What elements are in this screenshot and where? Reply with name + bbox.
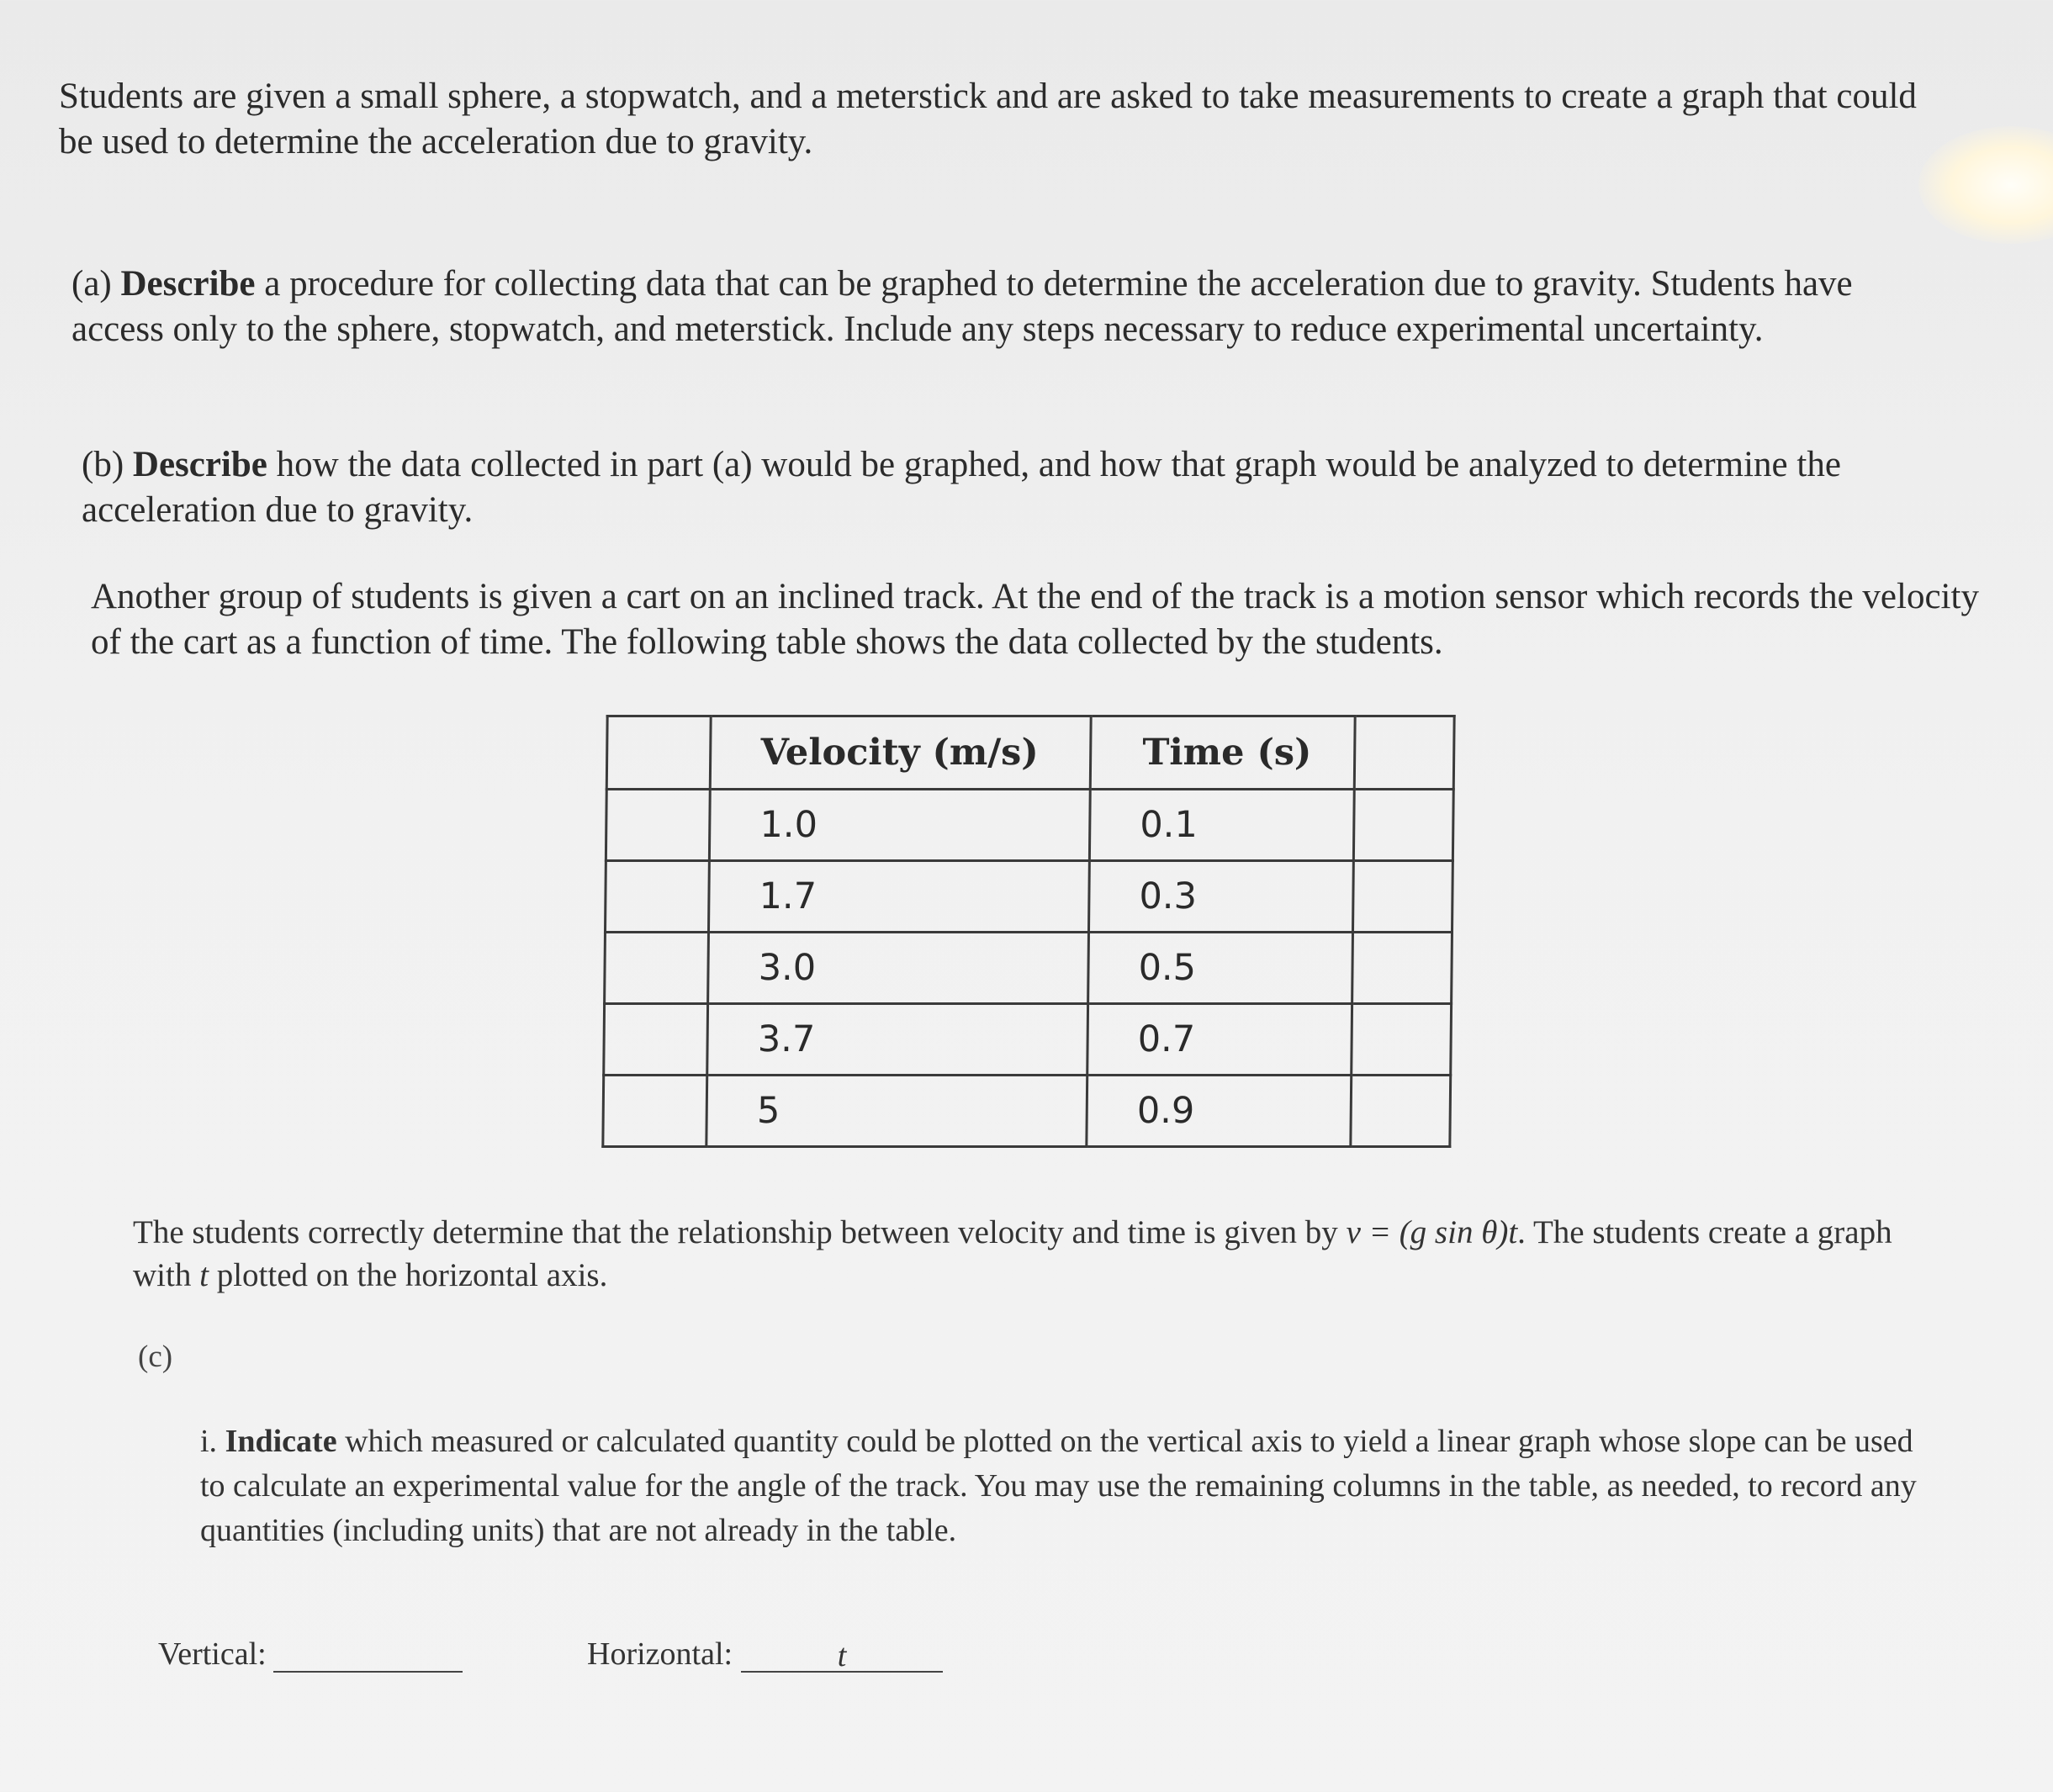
blank-cell-left[interactable]	[605, 861, 709, 933]
horizontal-answer-blank[interactable]: t	[741, 1637, 943, 1673]
data-table	[601, 715, 1455, 1148]
velocity-cell: 1.7	[709, 861, 1090, 933]
blank-cell-right[interactable]	[1353, 790, 1453, 861]
time-cell: 0.7	[1087, 1004, 1352, 1076]
table-header-row	[606, 716, 1454, 790]
part-b-label: (b)	[82, 445, 124, 484]
part-c-sub-label: i.	[200, 1424, 218, 1459]
header-blank-left[interactable]	[606, 716, 711, 790]
header-blank-right[interactable]	[1354, 716, 1454, 790]
blank-cell-left[interactable]	[604, 1004, 708, 1076]
blank-cell-left[interactable]	[603, 1076, 707, 1147]
part-b-text: how the data collected in part (a) would be graphed, and how that graph would be analyzed to determine the acceleration due to gravity.	[82, 445, 1841, 530]
part-c-label: (c)	[138, 1340, 173, 1374]
intro-text: Students are given a small sphere, a stopwatch, and a meterstick and are asked to take measurements to create a graph that could be used to determine the acceleration due to gravity.	[59, 77, 1917, 161]
blank-cell-left[interactable]	[605, 933, 709, 1004]
blank-cell-right[interactable]	[1352, 861, 1452, 933]
part-b-verb: Describe	[132, 445, 267, 484]
horizontal-label: Horizontal:	[587, 1636, 733, 1672]
part-c-verb: Indicate	[225, 1424, 337, 1459]
table-row	[605, 933, 1452, 1004]
header-velocity: Velocity (m/s)	[711, 716, 1092, 790]
answer-row	[158, 1636, 847, 1673]
table-row	[605, 861, 1452, 933]
blank-cell-right[interactable]	[1351, 1076, 1451, 1147]
relation-after: . The students create a graph with	[133, 1214, 1892, 1293]
relation-equation: v = (g sin θ)t	[1346, 1214, 1518, 1250]
time-cell: 0.3	[1089, 861, 1353, 933]
velocity-cell: 1.0	[710, 790, 1091, 861]
vertical-answer-blank[interactable]	[273, 1637, 463, 1673]
part-a-label: (a)	[71, 264, 112, 304]
part-b	[82, 442, 1915, 533]
blank-cell-right[interactable]	[1351, 1004, 1451, 1076]
relation-before: The students correctly determine that the relationship between velocity and time is given by	[133, 1214, 1338, 1250]
time-cell: 0.5	[1088, 933, 1352, 1004]
part-c-text: which measured or calculated quantity could be plotted on the vertical axis to yield a linear graph whose slope can be used to calculate an experimental value for the angle of the track. You may use the remaining columns in the table, as needed, to record any quantities (including units) that are not already in the table.	[200, 1424, 1917, 1548]
velocity-cell: 3.0	[708, 933, 1089, 1004]
horizontal-group	[587, 1636, 943, 1673]
blank-cell-right[interactable]	[1352, 933, 1452, 1004]
context-text: Another group of students is given a cart on an inclined track. At the end of the track is a motion sensor which records the velocity of the cart as a function of time. The following table shows the data collected by the students.	[91, 577, 1979, 662]
blank-cell-left[interactable]	[606, 790, 710, 861]
time-cell: 0.1	[1090, 790, 1354, 861]
table-row	[606, 790, 1453, 861]
part-c-i	[200, 1419, 1924, 1553]
relation-variable: t	[199, 1257, 209, 1293]
table-row	[603, 1076, 1451, 1147]
relation-text	[133, 1211, 1941, 1297]
part-a-text: a procedure for collecting data that can be graphed to determine the acceleration due to gravity. Students have access only to the sphere, stopwatch, and meterstick. Include any steps necessary to reduce experimental uncertainty.	[71, 264, 1853, 349]
header-time: Time (s)	[1090, 716, 1355, 790]
time-cell: 0.9	[1087, 1076, 1351, 1147]
velocity-cell: 3.7	[707, 1004, 1088, 1076]
vertical-label: Vertical:	[158, 1636, 267, 1672]
velocity-cell: 5	[706, 1076, 1087, 1147]
relation-end: plotted on the horizontal axis.	[216, 1257, 608, 1293]
table-row	[604, 1004, 1452, 1076]
part-a	[71, 262, 1922, 352]
part-a-verb: Describe	[120, 264, 256, 304]
